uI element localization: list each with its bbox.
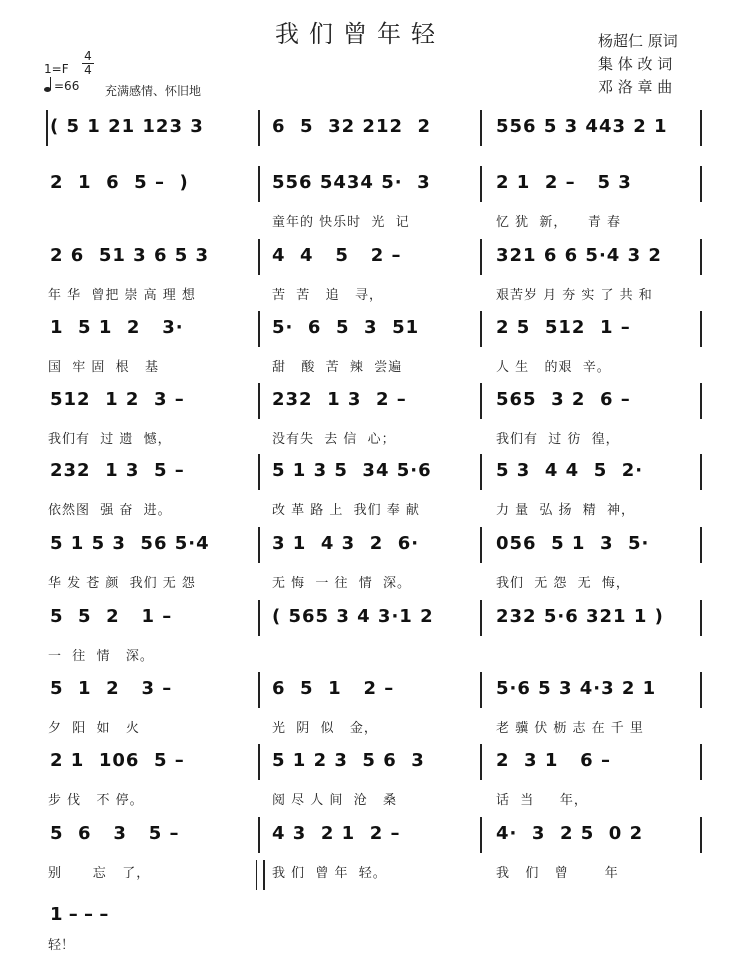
- measure-notes: 232 5·6 321 1 ): [496, 606, 664, 627]
- barline: [700, 454, 702, 490]
- measure-lyrics: 年 华 曾把 崇 高 理 想: [48, 288, 196, 303]
- measure-lyrics: 阅 尽 人 间 沧 桑: [272, 793, 398, 808]
- measure-lyrics: 国 牢 固 根 基: [48, 360, 160, 375]
- barline: [700, 672, 702, 708]
- measure-lyrics: 一 往 情 深。: [48, 649, 154, 664]
- measure-lyrics: 我 们 曾 年: [496, 866, 619, 881]
- barline: [258, 239, 260, 275]
- measure-notes: ( 565 3 4 3·1 2: [272, 606, 434, 627]
- score-system: [0, 742, 750, 814]
- measure-notes: 5 1 3 5 34 5·6: [272, 460, 432, 481]
- measure-notes: 5· 6 5 3 51: [272, 317, 420, 338]
- measure-notes: 556 5 3 443 2 1: [496, 116, 668, 137]
- score-system: [0, 815, 750, 887]
- key-signature: 1=F: [44, 62, 69, 76]
- score-system: [0, 670, 750, 742]
- measure-notes: 321 6 6 5·4 3 2: [496, 245, 662, 266]
- barline: [700, 600, 702, 636]
- barline: [258, 311, 260, 347]
- measure-lyrics: 依然图 强 奋 进。: [48, 503, 172, 518]
- time-signature-bottom: 4: [84, 63, 92, 77]
- barline: [700, 817, 702, 853]
- measure-notes: 4· 3 2 5 0 2: [496, 823, 644, 844]
- measure-lyrics: 步 伐 不 停。: [48, 793, 144, 808]
- barline: [258, 166, 260, 202]
- measure-notes: 6 5 32 212 2: [272, 116, 432, 137]
- barline: [258, 817, 260, 853]
- lyricist-revised: 集 体 改 词: [598, 55, 673, 73]
- measure-notes: 3 1 4 3 2 6·: [272, 533, 420, 554]
- score-system: [0, 164, 750, 236]
- measure-notes: 232 1 3 5 –: [50, 460, 185, 481]
- measure-lyrics: 华 发 苍 颜 我们 无 怨: [48, 576, 196, 591]
- measure-lyrics: 甜 酸 苦 辣 尝遍: [272, 360, 403, 375]
- quarter-note-icon: [44, 87, 51, 92]
- measure-notes: 5 1 5 3 56 5·4: [50, 533, 210, 554]
- tempo-value: =66: [54, 79, 80, 93]
- score-system: [0, 237, 750, 309]
- measure-lyrics: 力 量 弘 扬 精 神，: [496, 503, 636, 518]
- barline: [700, 744, 702, 780]
- measure-lyrics: 光 阴 似 金，: [272, 721, 378, 736]
- measure-lyrics: 无 悔 一 往 情 深。: [272, 576, 412, 591]
- measure-lyrics: 没有失 去 信 心；: [272, 432, 396, 447]
- measure-notes: 5 5 2 1 –: [50, 606, 173, 627]
- final-notes: 1 – – –: [50, 904, 109, 925]
- barline: [258, 454, 260, 490]
- measure-lyrics: 我们有 过 遗 憾，: [48, 432, 172, 447]
- barline: [258, 600, 260, 636]
- measure-notes: 6 5 1 2 –: [272, 678, 395, 699]
- barline: [480, 311, 482, 347]
- score-system: [0, 309, 750, 381]
- measure-lyrics: 苦 苦 追 寻，: [272, 288, 384, 303]
- measure-lyrics: 老 骥 伏 枥 志 在 千 里: [496, 721, 644, 736]
- barline: [700, 166, 702, 202]
- measure-notes: 556 5434 5· 3: [272, 172, 431, 193]
- barline: [700, 311, 702, 347]
- barline: [700, 527, 702, 563]
- barline: [46, 110, 48, 146]
- page-title: 我们曾年轻: [275, 20, 445, 48]
- measure-lyrics: 别 忘 了，: [48, 866, 151, 881]
- measure-notes: 5 1 2 3 5 6 3: [272, 750, 425, 771]
- barline: [258, 383, 260, 419]
- barline: [480, 744, 482, 780]
- time-signature: [82, 50, 94, 77]
- credits: [598, 30, 678, 99]
- barline: [480, 239, 482, 275]
- score-system: [0, 598, 750, 670]
- barline: [480, 383, 482, 419]
- measure-lyrics: 艰苦岁 月 夯 实 了 共 和: [496, 288, 653, 303]
- measure-notes: 565 3 2 6 –: [496, 389, 631, 410]
- barline: [258, 110, 260, 146]
- measure-notes: 5 3 4 4 5 2·: [496, 460, 644, 481]
- measure-notes: 5 6 3 5 –: [50, 823, 180, 844]
- measure-lyrics: 夕 阳 如 火: [48, 721, 140, 736]
- measure-lyrics: 人 生 的艰 辛。: [496, 360, 611, 375]
- measure-notes: 232 1 3 2 –: [272, 389, 407, 410]
- barline: [480, 527, 482, 563]
- measure-lyrics: 我们 无 怨 无 悔，: [496, 576, 630, 591]
- measure-notes: 2 1 2 – 5 3: [496, 172, 632, 193]
- final-barline: [256, 860, 265, 890]
- measure-notes: 512 1 2 3 –: [50, 389, 185, 410]
- barline: [700, 110, 702, 146]
- measure-lyrics: 改 革 路 上 我们 奉 献: [272, 503, 420, 518]
- measure-notes: 056 5 1 3 5·: [496, 533, 650, 554]
- barline: [480, 454, 482, 490]
- score-system: [0, 525, 750, 597]
- measure-lyrics: 我们有 过 彷 徨，: [496, 432, 620, 447]
- tempo-marking: [44, 79, 79, 93]
- measure-notes: ( 5 1 21 123 3: [50, 116, 204, 137]
- measure-notes: 2 6 51 3 6 5 3: [50, 245, 210, 266]
- score-system: [0, 452, 750, 524]
- measure-notes: 2 1 106 5 –: [50, 750, 185, 771]
- time-signature-top: 4: [84, 49, 92, 63]
- barline: [258, 744, 260, 780]
- measure-notes: 1 5 1 2 3·: [50, 317, 184, 338]
- measure-notes: 5·6 5 3 4·3 2 1: [496, 678, 657, 699]
- measure-notes: 4 3 2 1 2 –: [272, 823, 401, 844]
- measure-notes: 4 4 5 2 –: [272, 245, 402, 266]
- barline: [480, 110, 482, 146]
- barline: [258, 527, 260, 563]
- measure-notes: 2 1 6 5 – ): [50, 172, 189, 193]
- barline: [258, 672, 260, 708]
- measure-lyrics: 忆 犹 新， 青 春: [496, 215, 622, 230]
- measure-lyrics: 我 们 曾 年 轻。: [272, 866, 387, 881]
- barline: [700, 239, 702, 275]
- barline: [480, 600, 482, 636]
- barline: [480, 166, 482, 202]
- measure-notes: 2 3 1 6 –: [496, 750, 611, 771]
- score-system: [0, 381, 750, 453]
- expression-marking: 充满感情、怀旧地: [105, 84, 202, 98]
- lyricist-original: 杨超仁 原词: [598, 32, 678, 50]
- measure-notes: 5 1 2 3 –: [50, 678, 173, 699]
- barline: [480, 817, 482, 853]
- measure-lyrics: 童年的 快乐时 光 记: [272, 215, 410, 230]
- composer: 邓 洛 章 曲: [598, 78, 673, 96]
- barline: [480, 672, 482, 708]
- final-lyric: 轻！: [48, 938, 75, 953]
- barline: [700, 383, 702, 419]
- measure-notes: 2 5 512 1 –: [496, 317, 631, 338]
- measure-lyrics: 话 当 年，: [496, 793, 588, 808]
